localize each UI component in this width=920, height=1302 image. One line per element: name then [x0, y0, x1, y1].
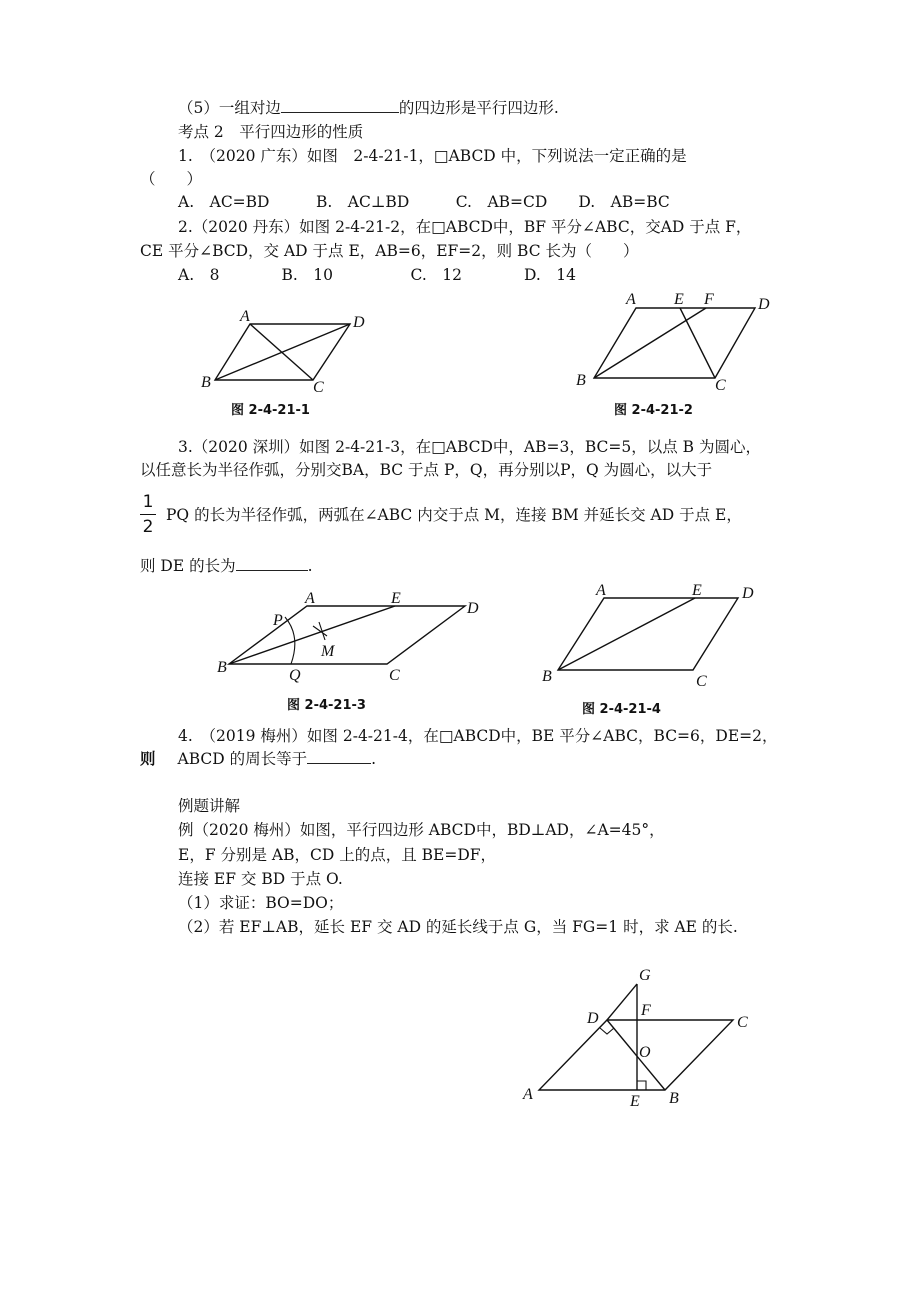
fig3-label-c: C — [389, 667, 400, 684]
fig2-ce — [680, 308, 715, 378]
fig3-label-m: M — [321, 643, 335, 660]
fig3-arc-pq — [285, 617, 295, 664]
q5-line — [178, 98, 559, 118]
fig1-label-c: C — [313, 379, 324, 396]
problem-4-question-text: ABCD 的周长等于 — [177, 750, 308, 768]
example-part-1: （1）求证：BO=DO； — [178, 894, 344, 912]
fig5-label-e: E — [630, 1093, 640, 1110]
fig4-label-d: D — [742, 585, 754, 602]
fig2-caption: 图 2-4-21-2 — [614, 403, 693, 418]
fig1-label-a: A — [240, 308, 250, 325]
fig2-label-b: B — [576, 372, 586, 389]
fig3-label-q: Q — [289, 667, 301, 684]
fig3-label-p: P — [273, 612, 283, 629]
figure-5 — [515, 958, 765, 1118]
fig5-extension-dg — [607, 984, 637, 1020]
fig2-label-e: E — [674, 291, 684, 308]
fig3-parallelogram — [229, 606, 465, 664]
fig5-diagonal-bd — [607, 1020, 665, 1090]
problem-3-question-text: 则 DE 的长为 — [140, 557, 236, 575]
fig5-right-angle-d — [600, 1028, 614, 1034]
problem-1-bracket: （ ） — [140, 170, 203, 188]
fig4-be — [558, 598, 695, 670]
figure-3 — [215, 582, 500, 722]
fig1-diagonal-bd — [215, 324, 350, 380]
problem-3-period: . — [307, 557, 313, 575]
example-line-3: 连接 EF 交 BD 于点 O. — [178, 870, 343, 888]
fig5-label-b: B — [669, 1090, 679, 1107]
problem-1-options: A. AC=BD B. AC⊥BD C. AB=CD D. AB=BC — [178, 193, 670, 211]
fig5-label-d: D — [587, 1010, 599, 1027]
q5-tail: 的四边形是平行四边形. — [398, 99, 559, 117]
problem-4-answer-blank[interactable] — [307, 749, 371, 764]
figure-4 — [538, 578, 778, 720]
fig5-label-g: G — [639, 967, 651, 984]
figure-2 — [570, 288, 770, 420]
fig5-label-c: C — [737, 1014, 748, 1031]
example-title: 例题讲解 — [178, 797, 241, 815]
q5-text: （5）一组对边 — [178, 99, 281, 117]
example-part-2: （2）若 EF⊥AB，延长 EF 交 AD 的延长线于点 G，当 FG=1 时，求 AE 的长. — [178, 918, 738, 936]
fig1-caption: 图 2-4-21-1 — [231, 403, 310, 418]
problem-2-options: A. 8 B. 10 C. 12 D. 14 — [178, 266, 577, 284]
fig2-label-c: C — [715, 377, 726, 394]
fig4-label-e: E — [692, 582, 702, 599]
fraction-denominator: 2 — [142, 517, 154, 537]
fig4-label-b: B — [542, 668, 552, 685]
problem-4-period: . — [371, 750, 377, 768]
fig2-bf — [594, 308, 706, 378]
fig3-caption: 图 2-4-21-3 — [287, 698, 366, 713]
fig2-parallelogram — [594, 308, 755, 378]
fig4-label-a: A — [596, 582, 606, 599]
fig5-label-a: A — [523, 1086, 533, 1103]
fig3-be — [229, 606, 395, 664]
example-line-1: 例（2020 梅州）如图，平行四边形 ABCD中，BD⊥AD，∠A=45°， — [178, 821, 665, 839]
section-heading: 考点 2 平行四边形的性质 — [178, 123, 364, 141]
fig5-right-angle-e — [637, 1081, 646, 1090]
fig2-label-d: D — [758, 296, 770, 313]
problem-3-question — [140, 556, 313, 576]
problem-3-stem: 3.（2020 深圳）如图 2-4-21-3，在□ABCD中，AB=3，BC=5，以点 B 为圆心， — [178, 438, 761, 456]
q5-answer-blank[interactable] — [281, 98, 399, 113]
example-line-2: E，F 分别是 AB，CD 上的点，且 BE=DF， — [178, 846, 497, 864]
figure-1 — [195, 310, 375, 422]
fig1-label-d: D — [353, 314, 365, 331]
problem-3-answer-blank[interactable] — [236, 556, 308, 571]
fig3-label-a: A — [305, 590, 315, 607]
fig3-label-d: D — [467, 600, 479, 617]
fig2-label-f: F — [704, 291, 714, 308]
problem-4-stem: 4. （2019 梅州）如图 2-4-21-4，在□ABCD中，BE 平分∠ABC，BC=6，DE=2， — [178, 727, 778, 745]
fig5-label-o: O — [639, 1044, 651, 1061]
problem-2-stem-cont: CE 平分∠BCD，交 AD 于点 E，AB=6，EF=2，则 BC 长为（ ） — [140, 242, 639, 260]
fig1-label-b: B — [201, 374, 211, 391]
fig4-caption: 图 2-4-21-4 — [582, 702, 661, 717]
fig2-label-a: A — [626, 291, 636, 308]
fig5-label-f: F — [641, 1002, 651, 1019]
problem-2-stem: 2.（2020 丹东）如图 2-4-21-2，在□ABCD中，BF 平分∠ABC，交AD 于点 F， — [178, 218, 752, 236]
fig4-parallelogram — [558, 598, 738, 670]
fraction-bar — [140, 514, 156, 515]
fig4-label-c: C — [696, 673, 707, 690]
fig3-label-e: E — [391, 590, 401, 607]
problem-3-stem-2: 以任意长为半径作弧，分别交BA，BC 于点 P，Q，再分别以P，Q 为圆心，以大于 — [140, 461, 713, 479]
problem-4-prefix: 则 — [140, 750, 156, 768]
problem-3-stem-3: PQ 的长为半径作弧，两弧在∠ABC 内交于点 M，连接 BM 并延长交 AD 于点 E， — [166, 506, 742, 524]
fig3-label-b: B — [217, 659, 227, 676]
problem-1-stem: 1. （2020 广东）如图 2-4-21-1，□ABCD 中，下列说法一定正确的是 — [178, 147, 687, 165]
one-half-fraction — [140, 492, 156, 537]
fraction-numerator: 1 — [142, 492, 154, 512]
problem-4-question — [140, 749, 376, 769]
